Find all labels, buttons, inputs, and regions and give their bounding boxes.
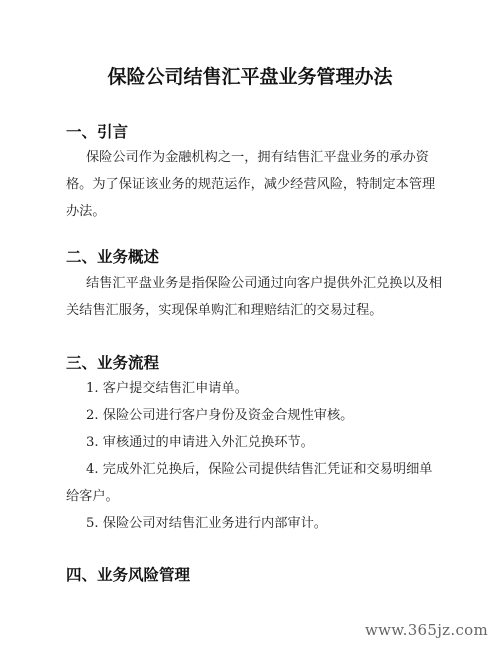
section-heading-overview: 二、业务概述	[66, 248, 160, 266]
document-title: 保险公司结售汇平盘业务管理办法	[107, 66, 393, 88]
process-list-item-5: 5. 保险公司对结售汇业务进行内部审计。	[86, 516, 327, 531]
site-watermark: www.365jz.com	[364, 621, 488, 639]
process-list-item-4: 4. 完成外汇兑换后，保险公司提供结售汇凭证和交易明细单给客户。	[66, 462, 433, 504]
section-heading-intro: 一、引言	[66, 123, 129, 141]
section-heading-process: 三、业务流程	[66, 354, 160, 372]
process-list-item-1: 1. 客户提交结售汇申请单。	[86, 381, 248, 396]
section-paragraph-overview: 结售汇平盘业务是指保险公司通过向客户提供外汇兑换以及相关结售汇服务，实现保单购汇和理赔结汇的交易过程。	[66, 276, 443, 318]
section-heading-risk: 四、业务风险管理	[66, 566, 191, 584]
section-paragraph-intro: 保险公司作为金融机构之一，拥有结售汇平盘业务的承办资格。为了保证该业务的规范运作，减少经营风险，特制定本管理办法。	[66, 150, 436, 219]
process-list-item-3: 3. 审核通过的申请进入外汇兑换环节。	[86, 435, 314, 450]
process-list-item-2: 2. 保险公司进行客户身份及资金合规性审核。	[86, 408, 354, 423]
